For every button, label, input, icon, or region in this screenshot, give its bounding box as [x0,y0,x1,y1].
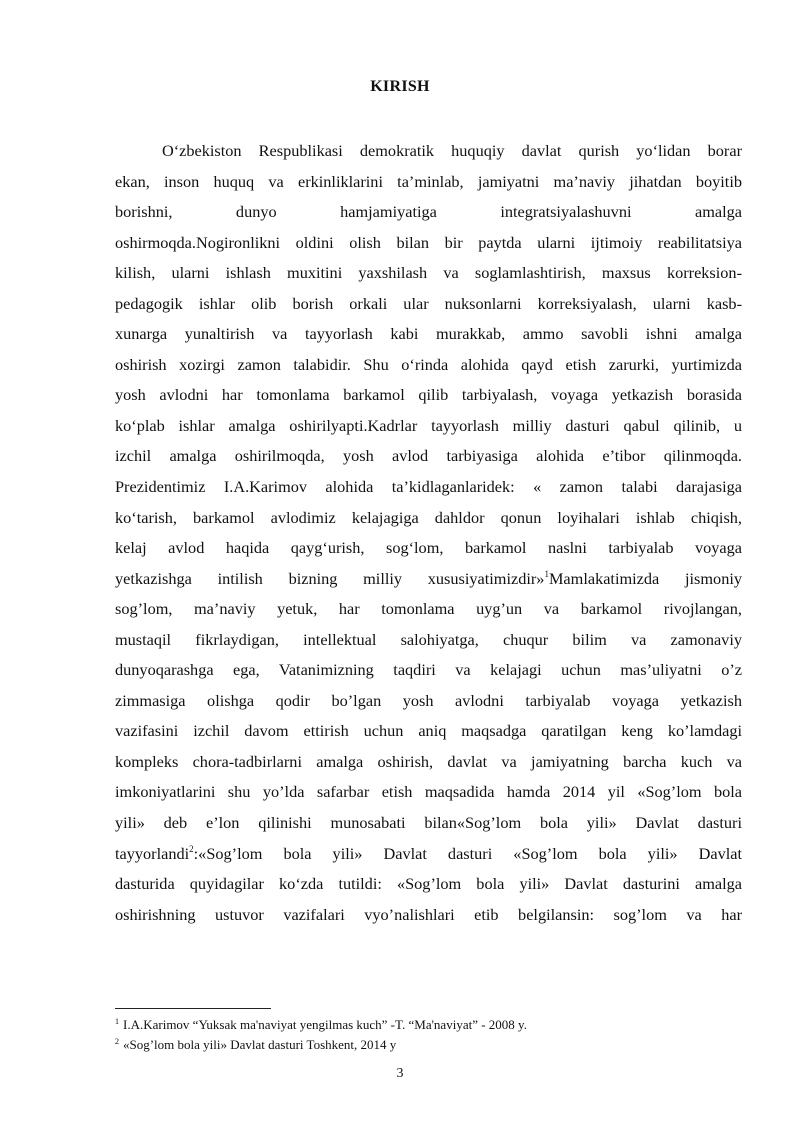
line-text: tayyorlandi [115,843,190,863]
footnotes [115,1015,742,1055]
line-text: yetkazishga intilish bizning milliy xususiyatimizdir» [115,568,545,588]
paragraph-line: oshirish xozirgi zamon talabidir. Shu o‘rinda alohida qayd etish zarurki, yurtimizda [115,354,742,374]
paragraph-line: zimmasiga olishga qodir bo’lgan yosh avlodni tarbiyalab voyaga yetkazish [115,690,742,710]
line-text: :«Sog’lom bola yili» Davlat dasturi «Sog’lom bola yili» Davlat [193,843,742,863]
paragraph-line: yosh avlodni har tomonlama barkamol qilib tarbiyalash, voyaga yetkazish borasida [115,385,742,405]
paragraph-line: vazifasini izchil davom ettirish uchun aniq maqsadga qaratilgan keng ko’lamdagi [115,721,742,741]
paragraph-line: borishni, dunyo hamjamiyatiga integratsiyalashuvni amalga [115,202,742,222]
paragraph-line: ekan, inson huquq va erkinliklarini ta’minlab, jamiyatni ma’naviy jihatdan boyitib [115,171,742,191]
footnote-mark: 2 [115,1037,119,1046]
paragraph-line: dasturida quyidagilar ko‘zda tutildi: «Sog’lom bola yili» Davlat dasturini amalga [115,874,742,894]
footnote-ref[interactable]: 1 [544,568,549,579]
paragraph-line: izchil amalga oshirilmoqda, yosh avlod tarbiyasiga alohida e’tibor qilinmoqda. [115,446,742,466]
paragraph-line: Prezidentimiz I.A.Karimov alohida ta’kidlaganlaridek: « zamon talabi darajasiga [115,477,742,497]
paragraph-line: O‘zbekiston Respublikasi demokratik huquqiy davlat qurish yo‘lidan borar [162,141,742,160]
paragraph-line: yili» deb e’lon qilinishi munosabati bilan«Sog’lom bola yili» Davlat dasturi [115,813,742,833]
paragraph-line: ko‘plab ishlar amalga oshirilyapti.Kadrlar tayyorlash milliy dasturi qabul qilinib, u [115,415,742,435]
paragraph-line: xunarga yunaltirish va tayyorlash kabi murakkab, ammo savobli ishni amalga [115,324,742,344]
paragraph-line [115,839,742,870]
footnote-text: «Sog’lom bola yili» Davlat dasturi Toshkent, 2014 y [123,1037,397,1052]
footnote-text: I.A.Karimov “Yuksak ma'naviyat yengilmas kuch” -T. “Ma'naviyat” - 2008 y. [123,1017,527,1032]
paragraph-line: kelaj avlod haqida qayg‘urish, sog‘lom, barkamol naslni tarbiyalab voyaga [115,538,742,558]
paragraph-line: oshirmoqda.Nogironlikni oldini olish bilan bir paytda ularni ijtimoiy reabilitatsiya [115,232,742,252]
paragraph-line: ko‘tarish, barkamol avlodimiz kelajagiga dahldor qonun loyihalari ishlab chiqish, [115,507,742,527]
body-paragraph [115,136,742,988]
footnote-ref[interactable]: 2 [189,843,194,854]
section-heading: KIRISH [370,78,430,95]
page-number: 3 [396,1066,404,1081]
footnote [115,1035,742,1055]
line-text: Mamlakatimizda jismoniy [548,568,742,588]
paragraph-line: dunyoqarashga ega, Vatanimizning taqdiri va kelajagi uchun mas’uliyatni o’z [115,660,742,680]
footnote-mark: 1 [115,1017,119,1026]
paragraph-line: pedagogik ishlar olib borish orkali ular nuksonlarni korreksiyalash, ularni kasb- [115,293,742,313]
footnote-divider [115,1008,271,1009]
paragraph-line: sog’lom, ma’naviy yetuk, har tomonlama uyg’un va barkamol rivojlangan, [115,599,742,619]
paragraph-line: oshirishning ustuvor vazifalari vyo’nalishlari etib belgilansin: sog’lom va har [115,904,742,924]
paragraph-line: kompleks chora-tadbirlarni amalga oshirish, davlat va jamiyatning barcha kuch va [115,751,742,771]
paragraph-line: imkoniyatlarini shu yo’lda safarbar etish maqsadida hamda 2014 yil «Sog’lom bola [115,782,742,802]
footnote [115,1015,742,1035]
paragraph-line: kilish, ularni ishlash muxitini yaxshilash va soglamlashtirish, maxsus korreksion- [115,263,742,283]
paragraph-line: mustaqil fikrlaydigan, intellektual salohiyatga, chuqur bilim va zamonaviy [115,629,742,649]
paragraph-line [115,564,742,595]
